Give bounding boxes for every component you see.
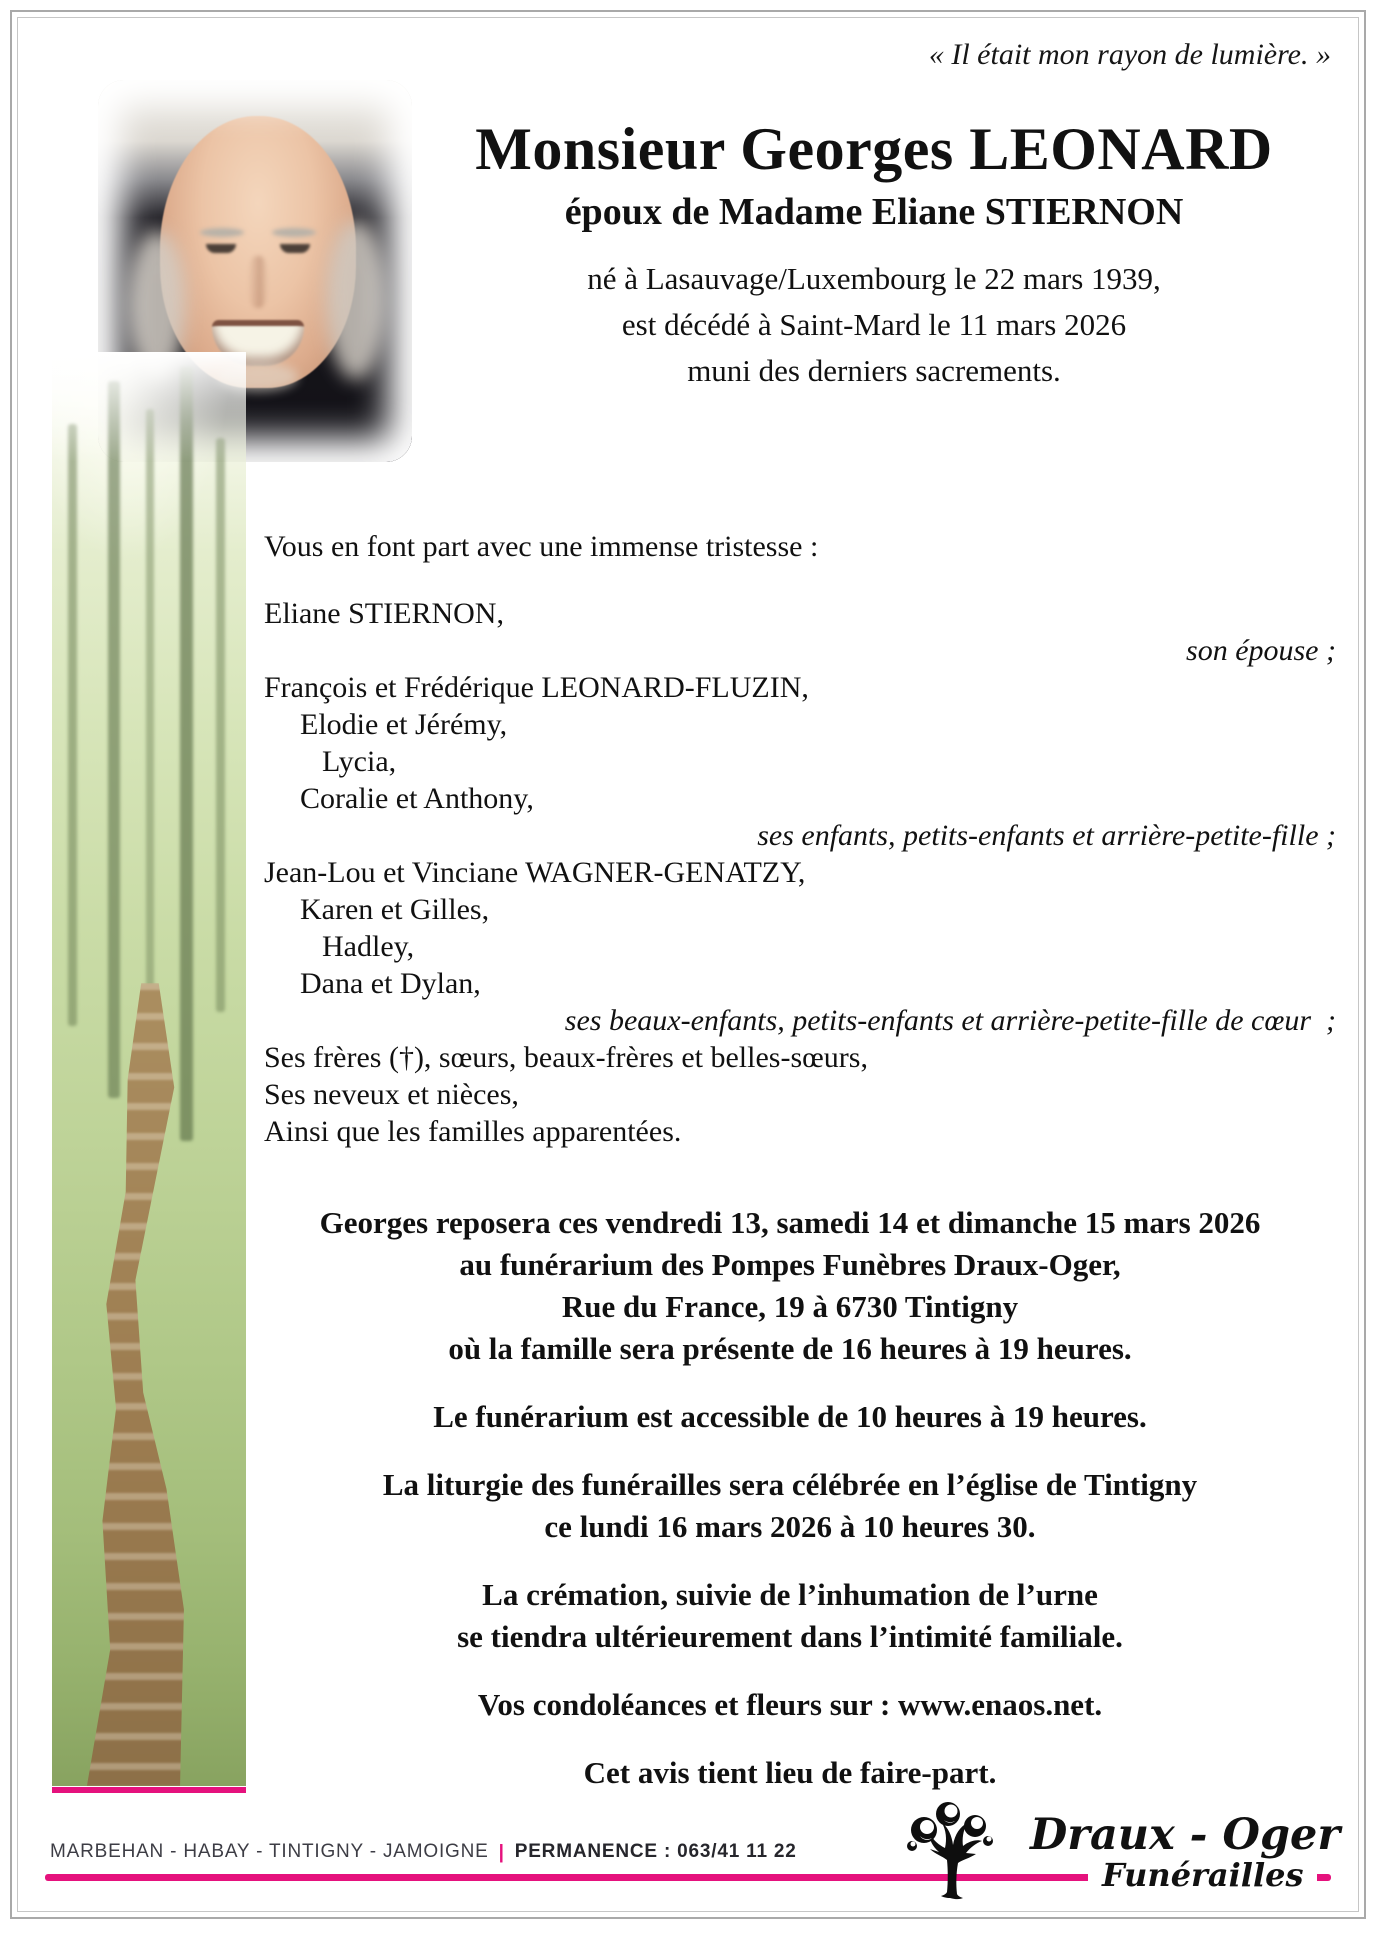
forest-image-underline xyxy=(52,1787,246,1793)
list-item: Lycia, xyxy=(322,745,397,778)
footer-locations: MARBEHAN - HABAY - TINTIGNY - JAMOIGNE xyxy=(50,1841,489,1862)
footer-permanence: PERMANENCE : 063/41 11 22 xyxy=(514,1841,797,1862)
list-item: Coralie et Anthony, xyxy=(300,782,534,815)
footer-contact-line xyxy=(50,1841,797,1863)
spouse-line: époux de Madame Eliane STIERNON xyxy=(564,191,1184,233)
brand-subtitle: Funérailles xyxy=(1088,1856,1317,1894)
list-item: Jean-Lou et Vinciane WAGNER-GENATZY, xyxy=(264,856,806,889)
birth-line: né à Lasauvage/Luxembourg le 22 mars 1939, xyxy=(587,261,1161,296)
list-item: François et Frédérique LEONARD-FLUZIN, xyxy=(264,671,809,704)
list-item: Karen et Gilles, xyxy=(300,893,490,926)
footer-separator: | xyxy=(498,1842,505,1863)
relation-label: ses beaux-enfants, petits-enfants et arrière-petite-fille de cœur ; xyxy=(564,1004,1336,1037)
list-item: Elodie et Jérémy, xyxy=(300,708,508,741)
cremation-paragraph: La crémation, suivie de l’inhumation de l’urne se tiendra ultérieurement dans l’intimité familiale. xyxy=(457,1577,1123,1654)
ceremony-details xyxy=(245,1202,1335,1820)
death-line: est décédé à Saint-Mard le 11 mars 2026 xyxy=(621,307,1127,342)
tree-logo-icon xyxy=(898,1796,1002,1900)
deceased-name: Monsieur Georges LEONARD xyxy=(475,116,1273,182)
list-item: Ses frères (†), sœurs, beaux-frères et belles-sœurs, xyxy=(264,1041,868,1074)
relation-label: ses enfants, petits-enfants et arrière-petite-fille ; xyxy=(757,819,1336,852)
list-item: Ses neveux et nièces, xyxy=(264,1078,519,1111)
memorial-quote: « Il était mon rayon de lumière. » xyxy=(928,38,1331,71)
list-item: Ainsi que les familles apparentées. xyxy=(264,1115,682,1148)
notice-line: Cet avis tient lieu de faire-part. xyxy=(583,1755,997,1790)
list-item: Eliane STIERNON, xyxy=(264,597,504,630)
relation-label: son épouse ; xyxy=(1186,634,1336,667)
condolences-line: Vos condoléances et fleurs sur : www.enaos.net. xyxy=(477,1687,1103,1722)
brand-name: Draux - Oger xyxy=(1030,1810,1341,1860)
list-item: Hadley, xyxy=(322,930,415,963)
funerarium-hours: Le funérarium est accessible de 10 heures à 19 heures. xyxy=(433,1399,1147,1434)
sacraments-line: muni des derniers sacrements. xyxy=(687,353,1061,388)
header xyxy=(412,116,1336,394)
forest-path-image xyxy=(52,352,246,1786)
list-item: Dana et Dylan, xyxy=(300,967,481,1000)
family-announcement xyxy=(264,528,1336,1150)
announcement-intro: Vous en font part avec une immense tristesse : xyxy=(264,530,819,563)
liturgy-paragraph: La liturgie des funérailles sera célébrée en l’église de Tintigny ce lundi 16 mars 2026 à 10 heures 30. xyxy=(382,1467,1198,1544)
wake-paragraph: Georges reposera ces vendredi 13, samedi 14 et dimanche 15 mars 2026 au funérarium des Pompes Funèbres Draux-Oger, Rue du France, 19 à 6730 Tintigny où la famille sera présente de 16 heures à 19 heures. xyxy=(319,1205,1261,1366)
